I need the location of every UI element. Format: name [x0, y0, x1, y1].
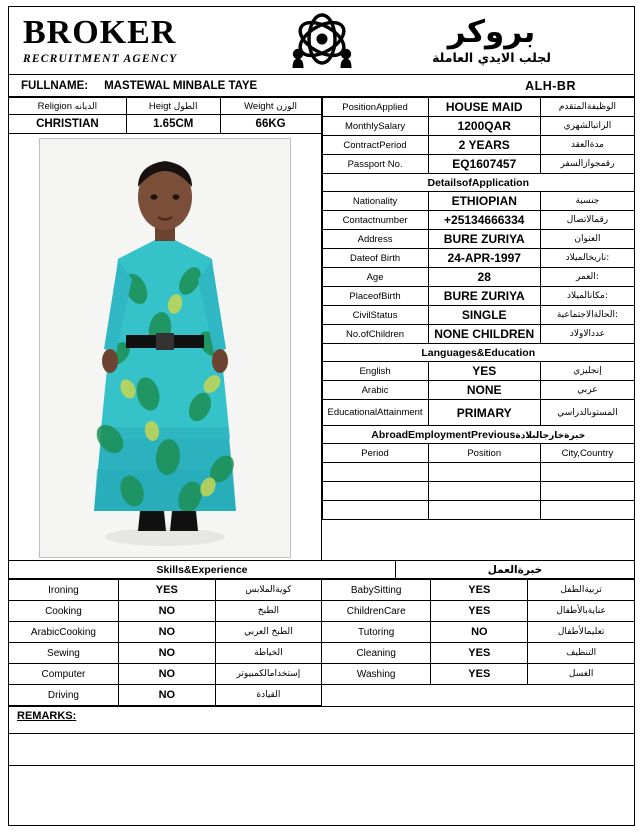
value-monthly-salary: 1200QAR	[428, 117, 540, 136]
remarks-section	[9, 706, 634, 825]
table-row	[322, 98, 634, 117]
skill-arabic-cooking: الطبخ	[215, 601, 321, 622]
atom-people-logo-icon	[279, 13, 365, 69]
label-nationality: Nationality	[322, 192, 428, 211]
form-outer-border	[8, 6, 635, 826]
skill-empty-cell-2	[431, 685, 528, 706]
bio-value-row	[9, 115, 321, 134]
skill-label-sewing: Sewing	[9, 643, 118, 664]
applicant-photo	[39, 138, 291, 558]
label-place-of-birth: PlaceofBirth	[322, 287, 428, 306]
arabic-date-of-birth: ناريخالميلاد:	[540, 249, 634, 268]
right-column	[322, 97, 635, 560]
bio-value-religion: CHRISTIAN	[9, 115, 126, 134]
skill-label-children-care: ChildrenCare	[322, 601, 431, 622]
table-row	[322, 287, 634, 306]
languages-section-title: Languages&Education	[322, 344, 634, 362]
value-nationality: ETHIOPIAN	[428, 192, 540, 211]
table-row	[322, 192, 634, 211]
skill-value-babysitting: YES	[431, 580, 528, 601]
left-column	[9, 97, 322, 560]
remarks-label: REMARKS:	[17, 710, 77, 722]
arabic-passport-no: رقمجوازالسفر	[540, 155, 634, 174]
brand-subtitle: RECRUITMENT AGENCY	[23, 53, 178, 65]
label-no-of-children: No.ofChildren	[322, 325, 428, 344]
label-arabic: Arabic	[322, 381, 428, 400]
skill-label-babysitting: BabySitting	[322, 580, 431, 601]
bio-header-height: Heigt الطول	[126, 98, 220, 115]
abroad-cell-position[interactable]	[428, 482, 540, 501]
value-address: BURE ZURIYA	[428, 230, 540, 249]
brand-name: BROKER	[23, 14, 177, 51]
abroad-cell-position[interactable]	[428, 501, 540, 520]
skill-empty-cell-1	[322, 685, 431, 706]
arabic-no-of-children: عددالاولاد	[540, 325, 634, 344]
reference-code: ALH-BR	[525, 78, 576, 93]
arabic-english: إنجليزي	[540, 362, 634, 381]
table-row	[322, 306, 634, 325]
arabic-place-of-birth: مكانالميلاد:	[540, 287, 634, 306]
skill-value-ironing: YES	[118, 580, 215, 601]
bio-header-row	[9, 98, 321, 115]
skill-label-computer: Computer	[9, 664, 118, 685]
document-header	[9, 7, 634, 75]
remarks-rule	[9, 765, 634, 766]
position-table	[322, 97, 635, 520]
table-row	[322, 268, 634, 287]
value-education: PRIMARY	[428, 400, 540, 426]
table-row	[322, 325, 634, 344]
skill-arabic-babysitting: تربيةالطفل	[528, 580, 634, 601]
skill-empty-cell-3	[528, 685, 634, 706]
arabic-arabic: عربي	[540, 381, 634, 400]
abroad-header-row	[322, 444, 634, 463]
skill-label-ironing: Ironing	[9, 580, 118, 601]
photo-area	[9, 134, 321, 560]
value-position-applied: HOUSE MAID	[428, 98, 540, 117]
skills-title-ar: خبرةالعمل	[396, 561, 635, 579]
arabic-contact-number: رقمالاتصال	[540, 211, 634, 230]
table-row	[9, 622, 634, 643]
skill-label-cooking: Cooking	[9, 601, 118, 622]
remarks-rule	[9, 733, 634, 734]
abroad-cell-period[interactable]	[322, 482, 428, 501]
arabic-nationality: جنسية	[540, 192, 634, 211]
skill-arabic-cleaning: التنظيف	[528, 643, 634, 664]
skill-arabic-sewing: الخياطة	[215, 643, 321, 664]
fullname-value: MASTEWAL MINBALE TAYE	[104, 79, 258, 92]
details-section-title: DetailsofApplication	[322, 174, 634, 192]
value-place-of-birth: BURE ZURIYA	[428, 287, 540, 306]
label-civil-status: CivilStatus	[322, 306, 428, 325]
skill-label-cleaning: Cleaning	[322, 643, 431, 664]
table-row	[322, 381, 634, 400]
skills-section	[9, 560, 634, 579]
table-row	[322, 482, 634, 501]
skill-value-cooking: NO	[118, 601, 215, 622]
skills-table	[9, 579, 634, 706]
skill-arabic-computer: إستخدامالكمبيوتر	[215, 664, 321, 685]
abroad-cell-city[interactable]	[540, 501, 634, 520]
label-address: Address	[322, 230, 428, 249]
table-row	[322, 400, 634, 426]
arabic-contract-period: مدةالعقد	[540, 136, 634, 155]
bio-value-weight: 66KG	[220, 115, 320, 134]
table-row	[322, 463, 634, 482]
abroad-header-city-country: City,Country	[540, 444, 634, 463]
abroad-cell-city[interactable]	[540, 463, 634, 482]
table-row	[322, 249, 634, 268]
bio-header-weight: Weight الوزن	[220, 98, 320, 115]
value-no-of-children: NONE CHILDREN	[428, 325, 540, 344]
label-education: EducationalAttainment	[322, 400, 428, 426]
section-header-details	[322, 174, 634, 192]
value-arabic: NONE	[428, 381, 540, 400]
abroad-header-position: Position	[428, 444, 540, 463]
body-split	[9, 97, 634, 560]
value-date-of-birth: 24-APR-1997	[428, 249, 540, 268]
abroad-cell-period[interactable]	[322, 463, 428, 482]
skill-value-washing: YES	[431, 664, 528, 685]
bio-header-religion: Religion الديانه	[9, 98, 126, 115]
abroad-cell-city[interactable]	[540, 482, 634, 501]
skill-arabic-arabic-cooking: الطبخ العربي	[215, 622, 321, 643]
arabic-education: المستوىالدراسي	[540, 400, 634, 426]
bio-value-height: 1.65CM	[126, 115, 220, 134]
value-age: 28	[428, 268, 540, 287]
label-position-applied: PositionApplied	[322, 98, 428, 117]
value-english: YES	[428, 362, 540, 381]
skills-title-en: Skills&Experience	[9, 561, 396, 579]
label-contract-period: ContractPeriod	[322, 136, 428, 155]
skill-value-arabic-cooking: NO	[118, 622, 215, 643]
arabic-monthly-salary: الراتبالشهري	[540, 117, 634, 136]
section-header-languages	[322, 344, 634, 362]
skill-label-arabic-cooking: ArabicCooking	[9, 622, 118, 643]
table-row	[9, 664, 634, 685]
arabic-age: العمر:	[540, 268, 634, 287]
skill-value-computer: NO	[118, 664, 215, 685]
value-contract-period: 2 YEARS	[428, 136, 540, 155]
brand-block	[9, 16, 279, 65]
table-row	[322, 501, 634, 520]
value-civil-status: SINGLE	[428, 306, 540, 325]
skill-arabic-children-care: عنايةبالأطفال	[528, 601, 634, 622]
table-row	[9, 580, 634, 601]
value-passport-no: EQ1607457	[428, 155, 540, 174]
table-row	[9, 643, 634, 664]
section-header-abroad	[322, 426, 634, 444]
brand-arabic-block	[365, 13, 634, 66]
skill-value-children-care: YES	[431, 601, 528, 622]
table-row	[322, 211, 634, 230]
skill-label-tutoring: Tutoring	[322, 622, 431, 643]
fullname-label: FULLNAME:	[21, 79, 89, 92]
value-contact-number: +25134666334	[428, 211, 540, 230]
label-english: English	[322, 362, 428, 381]
label-date-of-birth: Dateof Birth	[322, 249, 428, 268]
label-monthly-salary: MonthlySalary	[322, 117, 428, 136]
abroad-cell-position[interactable]	[428, 463, 540, 482]
brand-arabic-name: بروكر	[447, 13, 536, 50]
arabic-position-applied: الوظيفةالمتقدم	[540, 98, 634, 117]
brand-arabic-subtitle: لجلب الايدي العاملة	[432, 50, 551, 66]
skill-arabic-driving: القيادة	[215, 685, 321, 706]
skill-arabic-tutoring: تعليمالأطفال	[528, 622, 634, 643]
label-age: Age	[322, 268, 428, 287]
table-row	[322, 117, 634, 136]
skill-label-driving: Driving	[9, 685, 118, 706]
skill-arabic-ironing: كويةالملابس	[215, 580, 321, 601]
arabic-civil-status: الحالةالاجتماعية:	[540, 306, 634, 325]
fullname-row	[9, 75, 634, 97]
table-row	[322, 136, 634, 155]
skill-value-cleaning: YES	[431, 643, 528, 664]
skill-value-tutoring: NO	[431, 622, 528, 643]
skill-label-washing: Washing	[322, 664, 431, 685]
label-passport-no: Passport No.	[322, 155, 428, 174]
table-row	[322, 230, 634, 249]
table-row	[322, 155, 634, 174]
table-row	[9, 601, 634, 622]
abroad-header-period: Period	[322, 444, 428, 463]
skill-value-driving: NO	[118, 685, 215, 706]
table-row	[9, 685, 634, 706]
abroad-cell-period[interactable]	[322, 501, 428, 520]
table-row	[322, 362, 634, 381]
label-contact-number: Contactnumber	[322, 211, 428, 230]
skills-title-row	[9, 561, 634, 579]
skill-arabic-washing: الغسل	[528, 664, 634, 685]
bio-table	[9, 97, 321, 134]
skill-value-sewing: NO	[118, 643, 215, 664]
arabic-address: العنوان	[540, 230, 634, 249]
abroad-section-title: AbroadEmploymentPreviousخبرةخارجالبلادة	[322, 426, 634, 444]
